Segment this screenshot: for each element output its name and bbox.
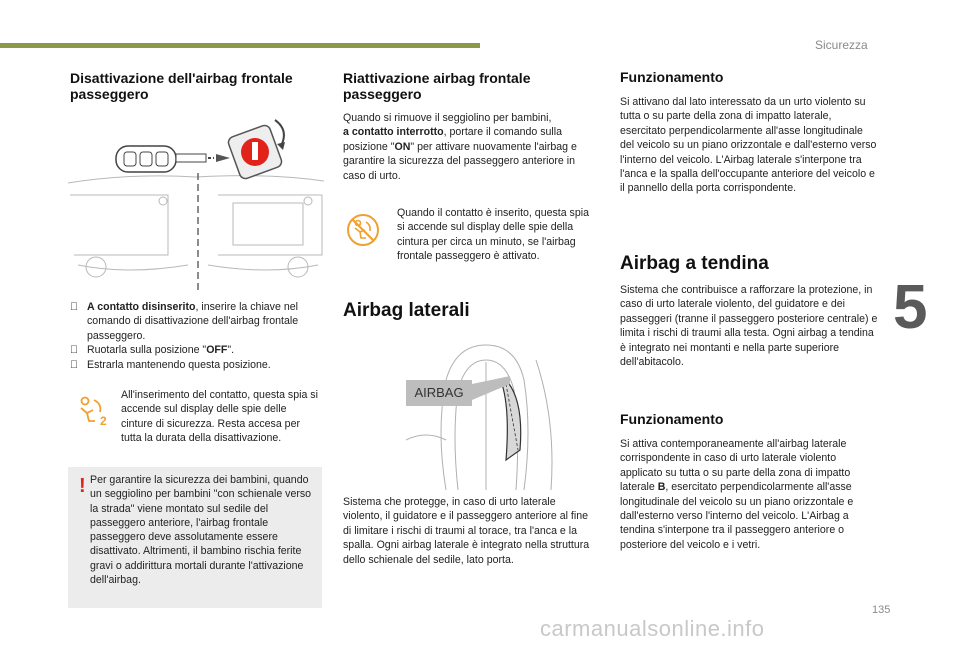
seat-airbag-illustration <box>406 340 566 490</box>
functioning-text: Si attivano dal lato interessato da un urto violento su tutta o su parte della zona di impatto laterale, esercitato perpendicolarmente all'asse longitudinale del veicolo su un piano orizzontale e dall'esterno verso l'interno del veicolo. L'Airbag laterale s'interpone tra l'anca e la spalla dell'occupante anteriore del veicolo e il pannello della porta corrispondente. <box>620 96 877 195</box>
functioning-2-text-2: , esercitato perpendicolarmente all'asse longitudinale del veicolo su un piano orizzontale e dall'esterno verso l'interno del veicolo. L'Airbag a tendina s'interpone tra il passeggero anteriore o posteriore del veicolo e i vetri. <box>620 481 854 551</box>
warning-exclamation-icon: ! <box>79 475 86 497</box>
bullet-icon <box>70 358 87 372</box>
list-item <box>70 343 324 357</box>
section-title-side-airbags: Airbag laterali <box>343 300 470 321</box>
step1-text: , inserire la chiave nel comando di disattivazione dell'airbag frontale passeggero. <box>87 301 299 342</box>
warning-box <box>68 467 322 608</box>
chapter-number: 5 <box>893 273 928 342</box>
airbag-on-lamp-icon <box>345 212 381 248</box>
list-item <box>70 358 324 372</box>
section-title-deactivation: Disattivazione dell'airbag frontale passeggero <box>70 70 293 102</box>
reactivation-text-1: Quando si rimuove il seggiolino per bambini, <box>343 112 552 124</box>
reactivation-text-3: " per attivare nuovamente l'airbag e garantire la sicurezza del passeggero anteriore in caso di urto. <box>343 140 577 182</box>
page-number: 135 <box>872 604 891 616</box>
step2-bold: OFF <box>206 344 228 357</box>
curtain-text: Sistema che contribuisce a rafforzare la protezione, in caso di urto laterale violento, del guidatore e dei passeggeri (tranne il passeggero posteriore centrale) e limita i rischi di traumi alla testa. Ogni airbag a tendina è integrato nei montanti e nella parte superiore dell'abitacolo. <box>620 284 878 369</box>
lamp-note-on: Quando il contatto è inserito, questa spia si accende sul display delle spie della cintura per circa un minuto, se l'airbag frontale passeggero è attivato. <box>397 207 589 263</box>
step1-bold: A contatto disinserito <box>87 301 196 313</box>
warning-text: Per garantire la sicurezza dei bambini, quando un seggiolino per bambini "con schienale verso la strada" viene montato sul sedile del passeggero anteriore, l'airbag frontale passeggero deve assolutamente essere disattivato. Altrimenti, il bambino rischia ferite gravi o addirittura mortali durante l'attivazione dell'airbag. <box>90 474 312 587</box>
functioning-2-text <box>620 437 878 552</box>
reactivation-text <box>343 111 595 183</box>
step2-text-end: ". <box>227 344 235 357</box>
bullet-icon <box>70 300 87 343</box>
functioning-2-text-1: Si attiva contemporaneamente all'airbag laterale corrispondente in caso di urto laterale violento applicato su tutta o su parte della zona di impatto laterale <box>620 438 851 494</box>
watermark: carmanualsonline.info <box>540 616 765 641</box>
airbag-off-lamp-icon <box>78 396 110 426</box>
step3-text: Estrarla mantenendo questa posizione. <box>87 358 271 371</box>
functioning-2-bold: B <box>657 481 666 494</box>
section-title-functioning-2: Funzionamento <box>620 411 724 427</box>
reactivation-bold: a contatto interrotto <box>343 126 444 139</box>
lamp-note-off: All'inserimento del contatto, questa spia si accende sul display delle spie delle cinture di sicurezza. Resta accesa per tutta la durata della disattivazione. <box>121 389 318 445</box>
list-item <box>70 300 324 343</box>
chapter-title: Sicurezza <box>815 38 868 52</box>
accent-bar <box>0 43 480 48</box>
section-title-functioning: Funzionamento <box>620 69 724 85</box>
svg-text:2: 2 <box>100 414 107 426</box>
bullet-icon <box>70 343 87 357</box>
steps-list <box>70 300 324 372</box>
key-fob-illustration <box>68 115 324 290</box>
side-airbag-text: Sistema che protegge, in caso di urto laterale violento, il guidatore e il passeggero anteriore al fine di limitare i rischi di traumi al torace, tra l'anca e la spalla. Ogni airbag laterale è integrato nella struttura dello schienale del sedile, lato porta. <box>343 496 590 566</box>
step2-text: Ruotarla sulla posizione " <box>87 344 207 357</box>
section-title-curtain-airbags: Airbag a tendina <box>620 253 769 274</box>
section-title-reactivation: Riattivazione airbag frontale passeggero <box>343 70 531 102</box>
reactivation-text-2: , portare il comando sulla posizione " <box>343 126 562 153</box>
reactivation-on: ON <box>394 140 411 153</box>
seat-airbag-label: AIRBAG <box>414 385 464 400</box>
